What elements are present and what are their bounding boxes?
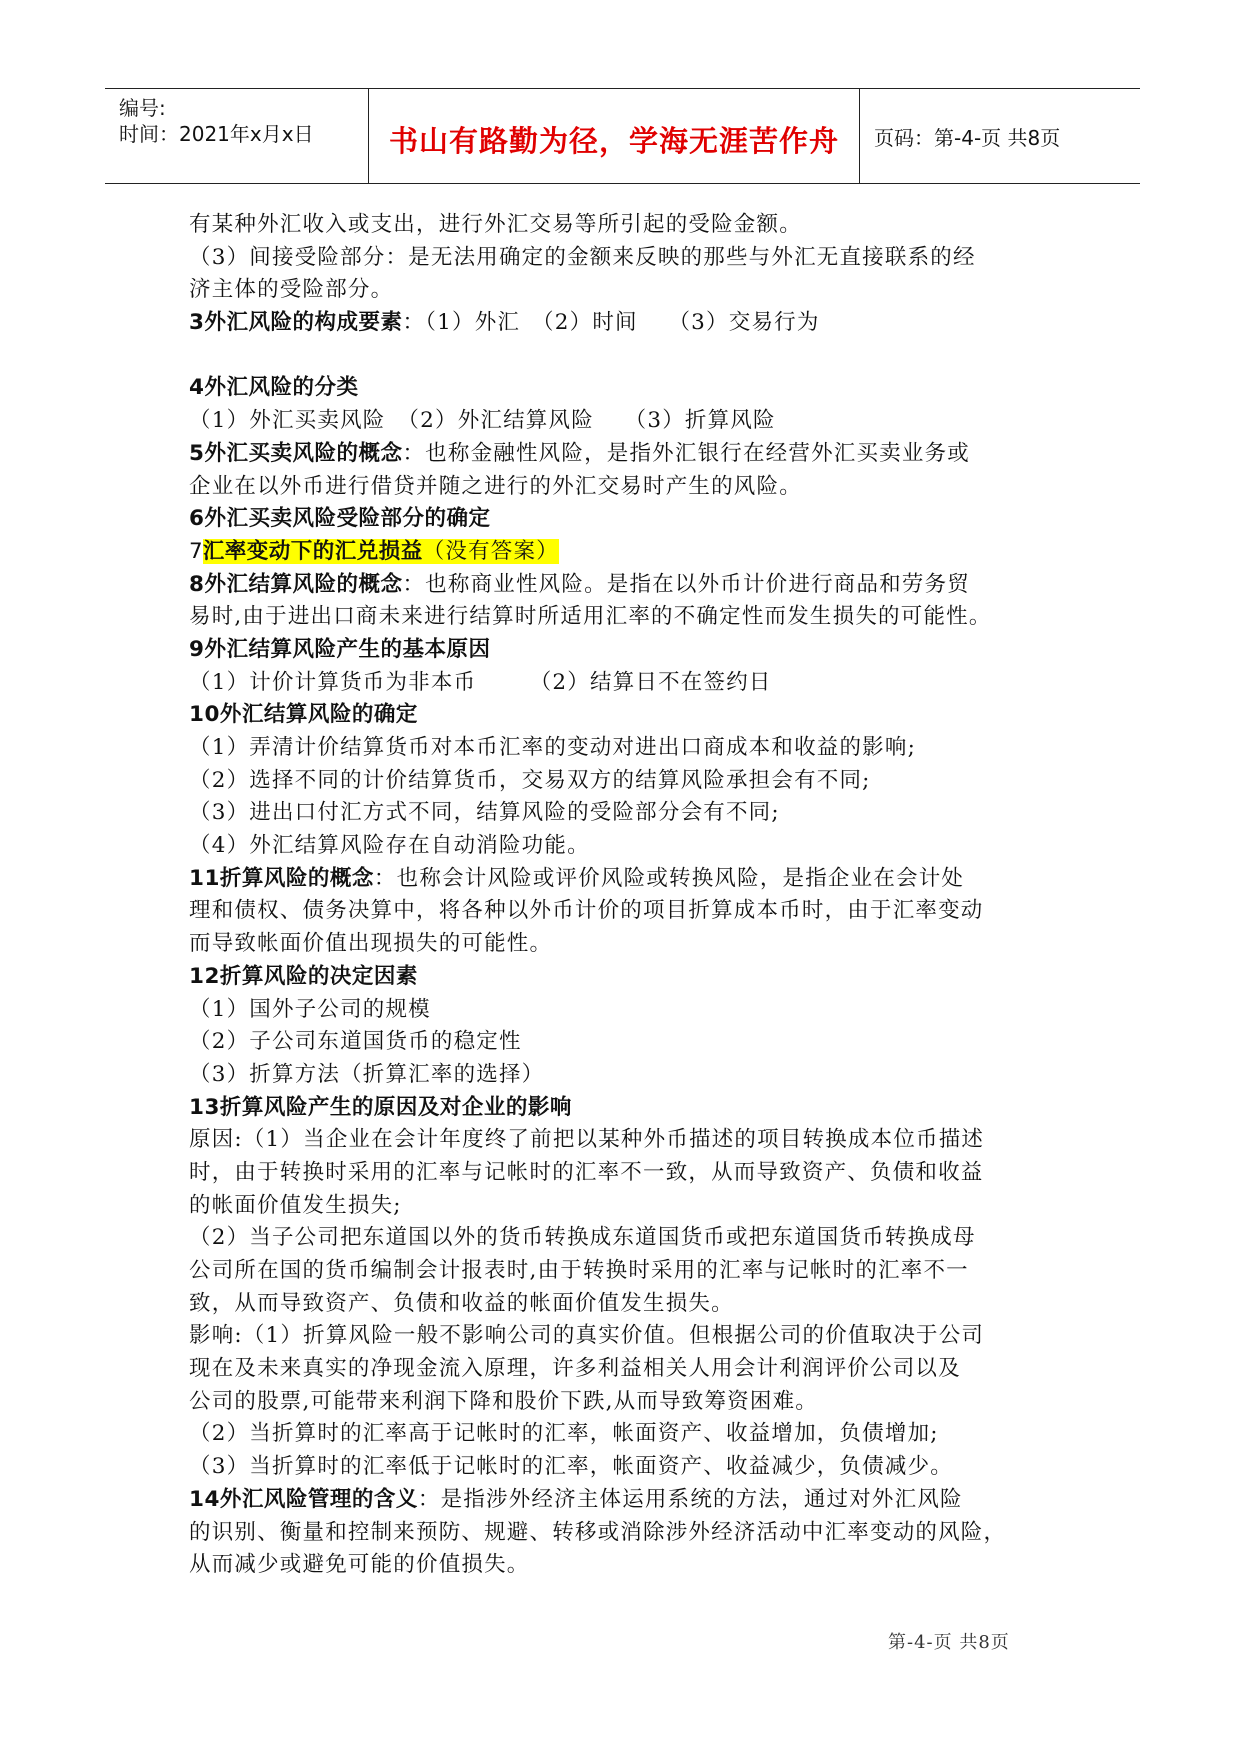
paragraph-line: （1）弄清计价结算货币对本币汇率的变动对进出口商成本和收益的影响; — [189, 735, 917, 760]
paragraph-line: （3）间接受险部分：是无法用确定的金额来反映的那些与外汇无直接联系的经 — [189, 244, 976, 270]
section-13-line — [189, 1092, 1069, 1125]
header-motto-cell — [368, 89, 860, 183]
section-heading: 4外汇风险的分类 — [189, 375, 359, 401]
page-footer: 第-4-页 共8页 — [888, 1632, 1010, 1653]
paragraph-line: 企业在以外币进行借贷并随之进行的外汇交易时产生的风险。 — [189, 473, 802, 499]
paragraph-line: （1）国外子公司的规模 — [189, 996, 431, 1022]
paragraph-line: （1）计价计算货币为非本币 （2）结算日不在签约日 — [189, 669, 772, 695]
section-text: ：是指涉外经济主体运用系统的方法，通过对外汇风险 — [417, 1486, 963, 1512]
section-heading: 12折算风险的决定因素 — [189, 963, 418, 989]
paragraph-line: （2）选择不同的计价结算货币，交易双方的结算风险承担会有不同; — [189, 767, 871, 793]
paragraph-line: （3）进出口付汇方式不同，结算风险的受险部分会有不同; — [189, 800, 780, 826]
section-heading: 9外汇结算风险产生的基本原因 — [189, 636, 491, 662]
section-text: ：也称会计风险或评价风险或转换风险，是指企业在会计处 — [373, 865, 965, 891]
paragraph-line: 有某种外汇收入或支出，进行外汇交易等所引起的受险金额。 — [189, 212, 802, 237]
section-12-line — [189, 961, 1069, 994]
paragraph-line: 公司所在国的货币编制会计报表时,由于转换时采用的汇率与记帐时的汇率不一 — [189, 1258, 969, 1283]
paragraph-line: 影响:（1）折算风险一般不影响公司的真实价值。但根据公司的价值取决于公司 — [189, 1323, 985, 1349]
paragraph-line: 理和债权、债务决算中，将各种以外币计价的项目折算成本币时，由于汇率变动 — [189, 898, 984, 924]
section-number: 7 — [189, 538, 203, 564]
section-heading: 8外汇结算风险的概念 — [189, 571, 403, 597]
paragraph-line: （1）外汇买卖风险 （2）外汇结算风险 （3）折算风险 — [189, 408, 776, 434]
paragraph-line: （3）当折算时的汇率低于记帐时的汇率，帐面资产、收益减少，负债减少。 — [189, 1454, 953, 1480]
paragraph-line: 公司的股票,可能带来利润下降和股价下跌,从而导致筹资困难。 — [189, 1388, 818, 1414]
header-motto: 书山有路勤为径，学海无涯苦作舟 — [388, 124, 839, 158]
document-time-label: 时间：2021年x月x日 — [119, 122, 314, 146]
section-8-line — [189, 569, 1069, 602]
section-heading: 5外汇买卖风险的概念 — [189, 440, 403, 466]
section-heading: 3外汇风险的构成要素 — [189, 310, 403, 336]
paragraph-line: 致，从而导致资产、负债和收益的帐面价值发生损失。 — [189, 1290, 734, 1316]
highlighted-heading — [203, 539, 559, 564]
paragraph-line: （3）折算方法（折算汇率的选择） — [189, 1061, 545, 1087]
header-info-cell — [105, 89, 367, 183]
paragraph-line: 的识别、衡量和控制来预防、规避、转移或消除涉外经济活动中汇率变动的风险， — [189, 1519, 1007, 1545]
document-body — [189, 209, 1069, 1582]
paragraph-line: 而导致帐面价值出现损失的可能性。 — [189, 931, 553, 957]
paragraph-line: 从而减少或避免可能的价值损失。 — [189, 1552, 530, 1578]
section-text: （没有答案） — [422, 538, 559, 564]
paragraph-line: 现在及未来真实的净现金流入原理，许多利益相关人用会计利润评价公司以及 — [189, 1356, 961, 1382]
section-14-line — [189, 1484, 1069, 1517]
paragraph-line: 济主体的受险部分。 — [189, 277, 394, 303]
paragraph-line: （2）子公司东道国货币的稳定性 — [189, 1029, 522, 1055]
section-9-line — [189, 634, 1069, 667]
paragraph-line: 时，由于转换时采用的汇率与记帐时的汇率不一致，从而导致资产、负债和收益 — [189, 1159, 984, 1185]
paragraph-line: 易时,由于进出口商未来进行结算时所适用汇率的不确定性而发生损失的可能性。 — [189, 604, 992, 630]
section-heading: 14外汇风险管理的含义 — [189, 1486, 418, 1512]
section-heading: 10外汇结算风险的确定 — [189, 702, 418, 728]
section-heading: 13折算风险产生的原因及对企业的影响 — [189, 1094, 572, 1120]
section-5-line — [189, 438, 1069, 471]
paragraph-line: （2）当折算时的汇率高于记帐时的汇率，帐面资产、收益增加，负债增加; — [189, 1421, 939, 1447]
section-text: ：也称商业性风险。是指在以外币计价进行商品和劳务贸 — [402, 571, 970, 597]
blank-line — [189, 340, 1069, 373]
section-text: ：也称金融性风险，是指外汇银行在经营外汇买卖业务或 — [402, 440, 970, 466]
section-10-line — [189, 699, 1069, 732]
header-page-cell — [860, 89, 1140, 183]
header-table — [105, 88, 1140, 184]
section-6-line — [189, 503, 1069, 536]
section-4-line — [189, 372, 1069, 405]
paragraph-line: 原因:（1）当企业在会计年度终了前把以某种外币描述的项目转换成本位币描述 — [189, 1127, 985, 1153]
paragraph-line: （2）当子公司把东道国以外的货币转换成东道国货币或把东道国货币转换成母 — [189, 1225, 976, 1251]
section-text: ：（1）外汇 （2）时间 （3）交易行为 — [402, 310, 820, 336]
section-heading: 汇率变动下的汇兑损益 — [202, 538, 423, 564]
header-page-code: 页码：第-4-页 共8页 — [874, 126, 1061, 150]
section-3-line — [189, 307, 1069, 340]
section-7-line — [189, 536, 1069, 569]
paragraph-line: 的帐面价值发生损失; — [189, 1192, 402, 1218]
paragraph-line: （4）外汇结算风险存在自动消险功能。 — [189, 833, 590, 859]
document-number-label: 编号: — [119, 96, 166, 120]
section-heading: 6外汇买卖风险受险部分的确定 — [189, 506, 491, 532]
section-11-line — [189, 863, 1069, 896]
section-heading: 11折算风险的概念 — [189, 865, 374, 891]
